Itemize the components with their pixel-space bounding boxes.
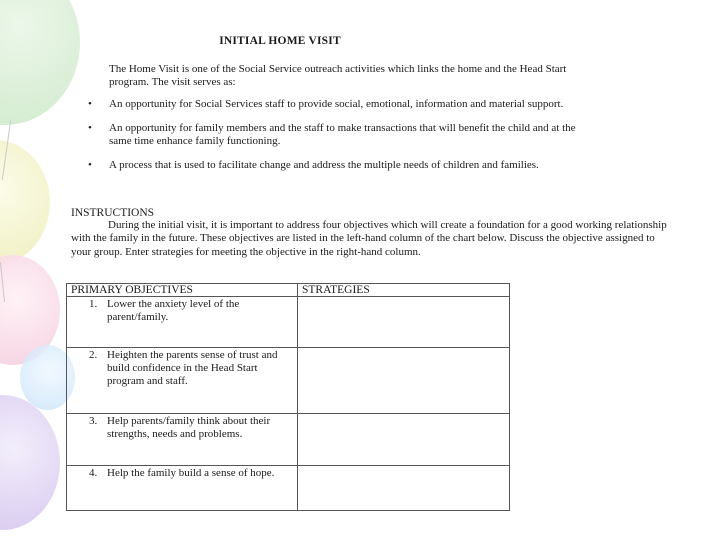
objective-cell [67,414,298,466]
header-strategies: STRATEGIES [298,284,510,297]
balloon-decoration-green [0,0,80,125]
objective-text: Help parents/family think about their strengths, needs and problems. [107,415,271,440]
bullet-glyph: • [88,98,92,110]
document-title: INITIAL HOME VISIT [219,35,341,47]
bullet-list [88,98,578,183]
instructions-heading: INSTRUCTIONS [71,207,155,219]
objective-number: 3. [89,415,98,427]
table-header-row [67,284,510,297]
table-row [67,348,510,414]
objective-number: 2. [89,349,98,361]
bullet-item [88,122,578,148]
balloon-decoration-yellow [0,140,50,265]
objective-cell [67,297,298,348]
strategy-cell[interactable] [298,414,510,466]
objective-text: Lower the anxiety level of the parent/family. [107,298,240,323]
strategy-cell[interactable] [298,297,510,348]
strategy-cell[interactable] [298,466,510,511]
header-primary-objectives: PRIMARY OBJECTIVES [67,284,298,297]
bullet-text: An opportunity for Social Services staff to provide social, emotional, information and material support. [109,98,564,110]
table-row [67,414,510,466]
balloon-decoration-purple [0,395,60,530]
objective-cell [67,348,298,414]
strategy-cell[interactable] [298,348,510,414]
bullet-item [88,98,578,111]
bullet-text: An opportunity for family members and the staff to make transactions that will benefit the child and at the same time enhance family functioning. [109,122,576,147]
bullet-glyph: • [88,122,92,134]
instructions-paragraph: During the initial visit, it is important to address four objectives which will create a foundation for a good working relationship with the family in the future. These objectives are listed in the left-hand column of the chart below. Discuss the objective assigned to your group. Enter strategies for meeting the objective in the right-hand column. [71,219,667,258]
objective-text: Help the family build a sense of hope. [107,467,275,479]
objective-number: 4. [89,467,98,479]
objective-text: Heighten the parents sense of trust and build confidence in the Head Start program and staff. [107,349,278,387]
objective-cell [67,466,298,511]
intro-paragraph: The Home Visit is one of the Social Service outreach activities which links the home and the Head Start program. The visit serves as: [109,63,567,88]
objectives-table [66,283,510,511]
bullet-item [88,159,578,172]
bullet-text: A process that is used to facilitate change and address the multiple needs of children and families. [109,159,539,171]
table-row [67,297,510,348]
table-row [67,466,510,511]
objective-number: 1. [89,298,98,310]
bullet-glyph: • [88,159,92,171]
